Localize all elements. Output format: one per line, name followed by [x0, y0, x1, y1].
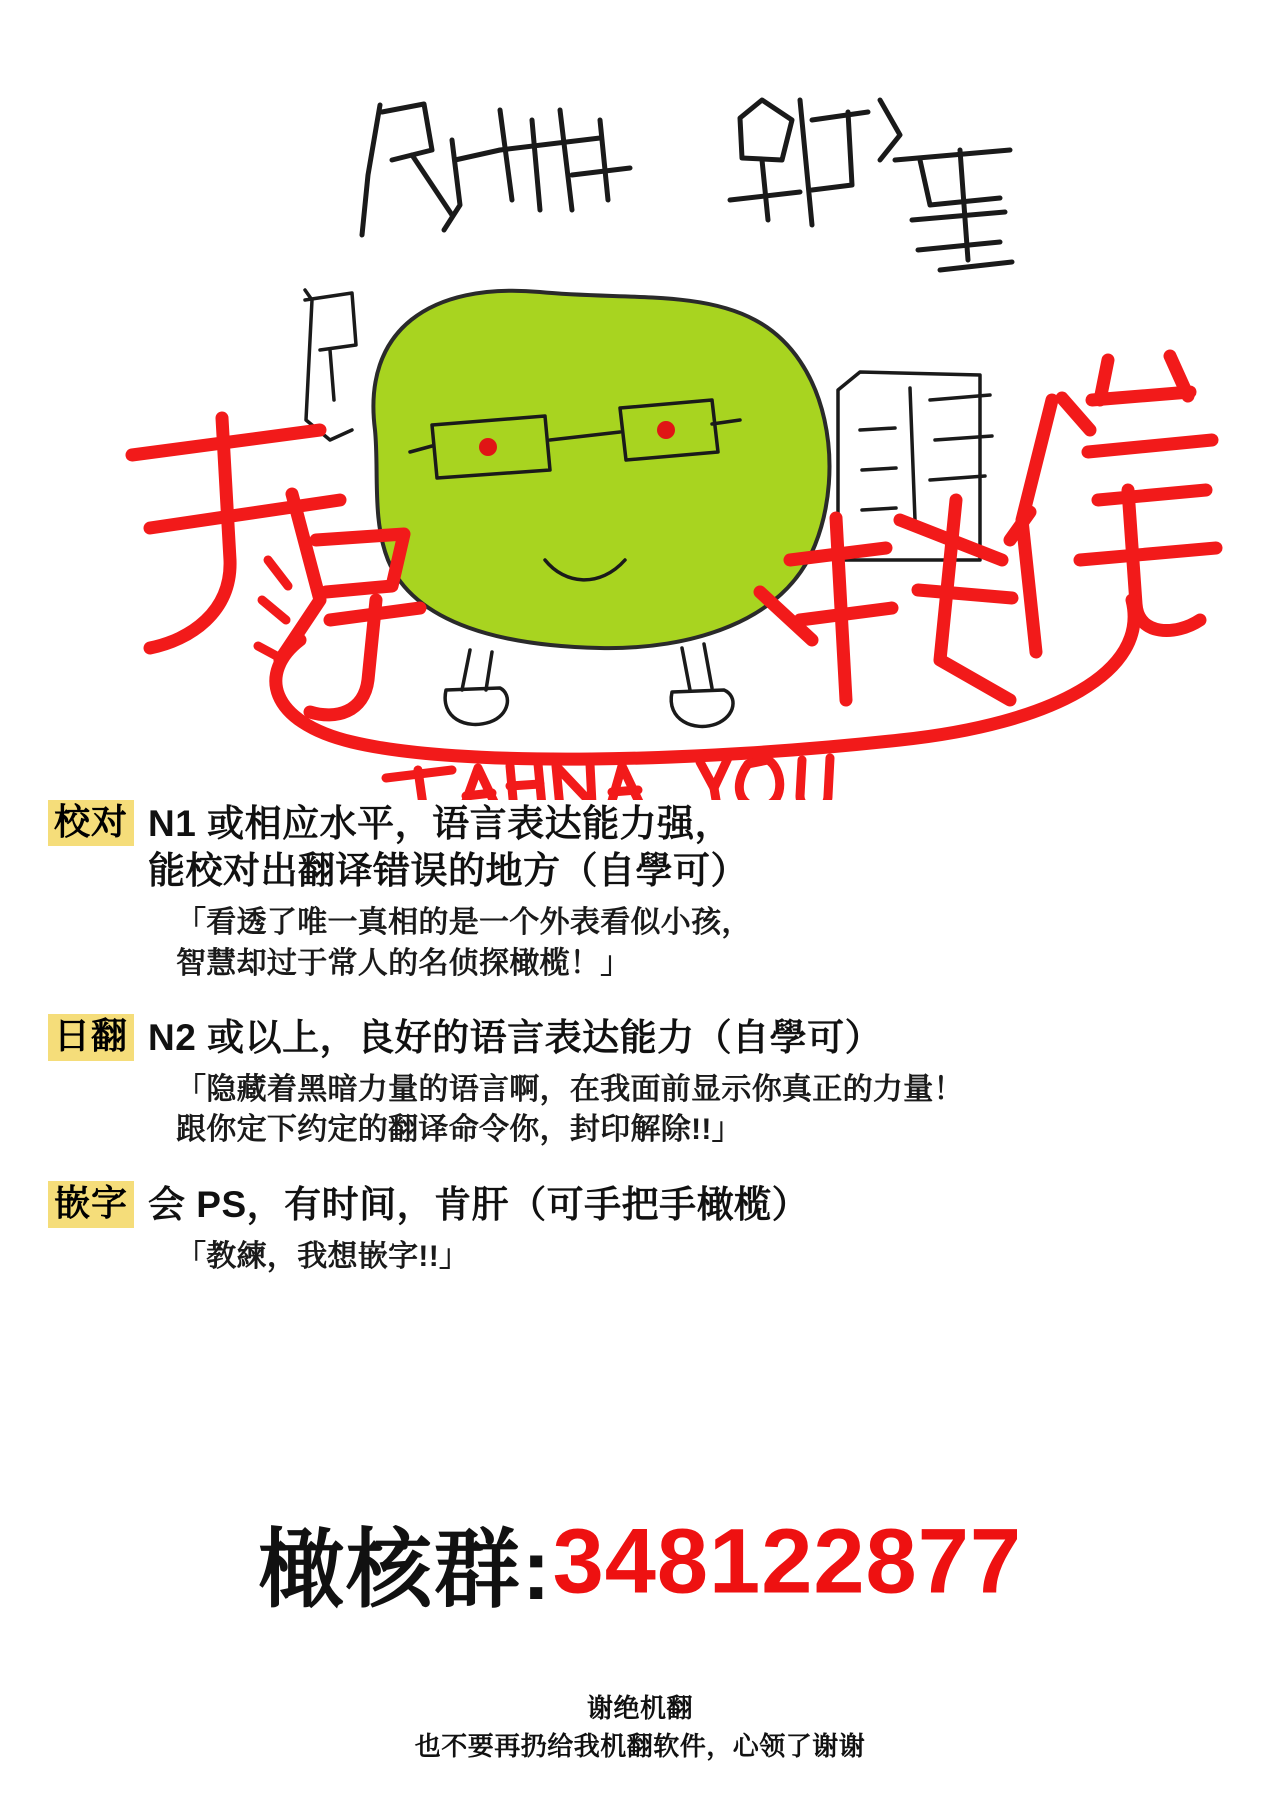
recruit-entry-proofreader — [0, 800, 1280, 984]
entry-requirements — [148, 800, 748, 895]
entry-quote-line1: 「隐藏着黑暗力量的语言啊，在我面前显示你真正的力量！ — [176, 1072, 964, 1106]
qq-group-line — [0, 1500, 1280, 1624]
entry-quote — [48, 1237, 1230, 1278]
entry-requirements-line1: N2 或以上，良好的语言表达能力（自學可） — [148, 1017, 883, 1059]
entry-requirements — [148, 1181, 809, 1228]
recruitment-list — [0, 800, 1280, 1307]
entry-quote — [48, 1070, 1230, 1152]
footer-notes — [0, 1690, 1280, 1765]
entry-quote — [48, 903, 1230, 985]
footer-line-1: 谢绝机翻 — [586, 1693, 693, 1723]
role-tag-typesetter: 嵌字 — [48, 1181, 134, 1227]
entry-requirements-line1: 会 PS，有时间，肯肝（可手把手橄榄） — [148, 1184, 810, 1226]
entry-requirements-line2: 能校对出翻译错误的地方（自學可） — [148, 850, 749, 892]
role-tag-translator: 日翻 — [48, 1014, 134, 1060]
entry-quote-line1: 「教練，我想嵌字!!」 — [176, 1239, 470, 1273]
poster-illustration-svg — [0, 0, 1280, 800]
recruit-entry-typesetter — [0, 1181, 1280, 1277]
entry-quote-line1: 「看透了唯一真相的是一个外表看似小孩， — [176, 905, 752, 939]
entry-headline — [48, 1181, 1230, 1228]
entry-requirements — [148, 1014, 882, 1061]
entry-quote-line2: 跟你定下约定的翻译命令你，封印解除!!」 — [176, 1113, 742, 1147]
illustration-area — [0, 0, 1280, 800]
entry-headline — [48, 1014, 1230, 1061]
qq-group-number: 348122877 — [552, 1510, 1023, 1613]
qq-group-label: 橄核群: — [257, 1522, 553, 1618]
entry-quote-line2: 智慧却过于常人的名侦探橄榄！」 — [176, 946, 631, 980]
footer-line-2: 也不要再扔给我机翻软件，心领了谢谢 — [414, 1730, 866, 1761]
olive-mascot — [373, 291, 829, 727]
entry-requirements-line1: N1 或相应水平，语言表达能力强， — [148, 803, 733, 844]
recruit-entry-translator — [0, 1014, 1280, 1151]
entry-headline — [48, 800, 1230, 895]
role-tag-proofreader: 校对 — [48, 800, 134, 846]
handwritten-title-scrawl — [362, 100, 1012, 270]
